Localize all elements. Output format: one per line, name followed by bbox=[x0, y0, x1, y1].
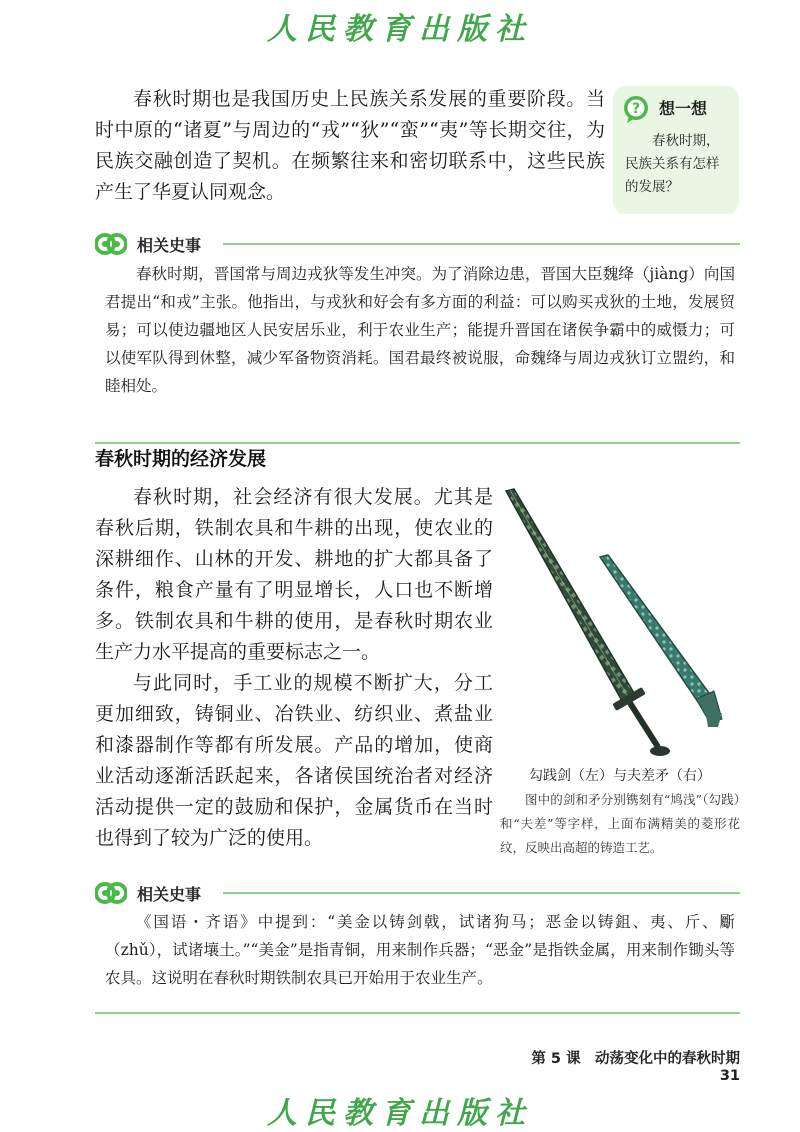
figure-caption-title: 勾践剑（左）与夫差矛（右） bbox=[529, 768, 711, 784]
intro-text: 春秋时期也是我国历史上民族关系发展的重要阶段。当时中原的“诸夏”与周边的“戎”“狄”“蛮”“夷”等长期交往，为民族交融创造了契机。在频繁往来和密切联系中，这些民族产生了华夏认同观念。 bbox=[95, 88, 605, 203]
related-history-text-2: 《国语・齐语》中提到：“美金以铸剑戟，试诸狗马；恶金以铸鉏、夷、斤、斸（zhǔ），试诸壤土。”“美金”是指青铜，用来制作兵器；“恶金”是指铁金属，用来制作锄头等农具。这说明在春秋时期铁制农具已开始用于农业生产。 bbox=[105, 913, 735, 987]
section-body bbox=[95, 482, 493, 854]
related-history-icon bbox=[95, 878, 127, 908]
svg-text:?: ? bbox=[631, 101, 641, 117]
related-history-header-2 bbox=[95, 878, 740, 908]
economy-paragraph-1: 春秋时期，社会经济有很大发展。尤其是春秋后期，铁制农具和牛耕的出现，使农业的深耕细作、山林的开发、耕地的扩大都具备了条件，粮食产量有了明显增长，人口也不断增多。铁制农具和牛耕的使用，是春秋时期农业生产力水平提高的重要标志之一。 bbox=[95, 486, 493, 663]
related-history-icon bbox=[95, 229, 127, 259]
divider bbox=[223, 243, 740, 245]
think-question: 春秋时期，民族关系有怎样的发展？ bbox=[625, 133, 720, 195]
sword-and-spear-figure bbox=[500, 485, 740, 765]
publisher-footer: 人民教育出版社 bbox=[267, 1096, 533, 1131]
question-bubble-icon bbox=[621, 94, 651, 124]
related-history-body-1 bbox=[105, 260, 735, 400]
page-footer bbox=[500, 1047, 740, 1084]
lesson-title: 第 5 课 动荡变化中的春秋时期 bbox=[531, 1051, 740, 1067]
related-history-title-2: 相关史事 bbox=[137, 885, 202, 904]
related-history-header-1 bbox=[95, 229, 740, 259]
economy-paragraph-2: 与此同时，手工业的规模不断扩大，分工更加细致，铸铜业、冶铁业、纺织业、煮盐业和漆器制作等都有所发展。产品的增加，使商业活动逐渐活跃起来，各诸侯国统治者对经济活动提供一定的鼓励和保护，金属货币在当时也得到了较为广泛的使用。 bbox=[95, 672, 493, 849]
divider bbox=[223, 892, 740, 894]
publisher-header: 人民教育出版社 bbox=[267, 12, 533, 47]
section-divider-2 bbox=[95, 1012, 740, 1014]
related-history-text-1: 春秋时期，晋国常与周边戎狄等发生冲突。为了消除边患，晋国大臣魏绛（jiàng）向国君提出“和戎”主张。他指出，与戎狄和好会有多方面的利益：可以购买戎狄的土地，发展贸易；可以使边疆地区人民安居乐业，利于农业生产；能提升晋国在诸侯争霸中的威慑力；可以使军队得到休整，减少军备物资消耗。国君最终被说服，命魏绛与周边戎狄订立盟约，和睦相处。 bbox=[105, 265, 735, 395]
think-box bbox=[613, 86, 739, 214]
intro-paragraph bbox=[95, 84, 605, 208]
related-history-body-2 bbox=[105, 908, 735, 992]
think-title: 想一想 bbox=[659, 99, 708, 118]
figure-caption-text: 图中的剑和矛分别镌刻有“鸠浅”（勾践）和“夫差”等字样，上面布满精美的菱形花纹，反映出高超的铸造工艺。 bbox=[500, 792, 740, 855]
page-number: 31 bbox=[719, 1068, 740, 1084]
section-title: 春秋时期的经济发展 bbox=[95, 448, 267, 470]
related-history-title-1: 相关史事 bbox=[137, 236, 202, 255]
